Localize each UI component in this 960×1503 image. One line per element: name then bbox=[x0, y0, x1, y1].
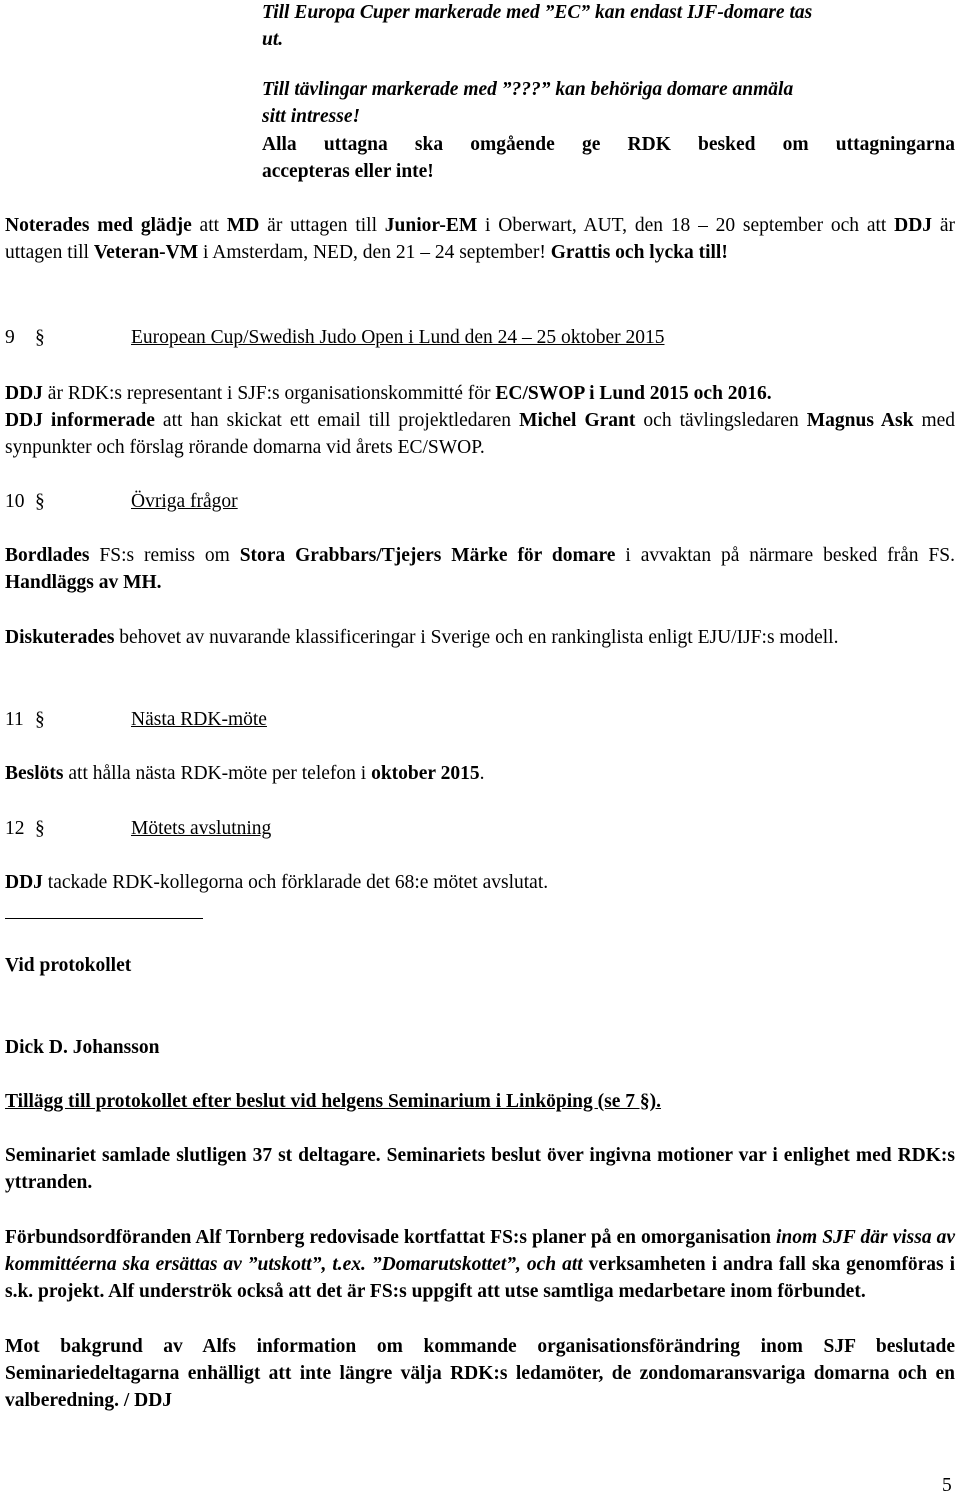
person-ddj: DDJ bbox=[894, 215, 933, 236]
beslots-bold: Beslöts bbox=[5, 763, 64, 784]
text-run: att han skickat ett email till projektledaren bbox=[154, 410, 520, 431]
signature-label bbox=[5, 952, 955, 979]
section-number: 12 bbox=[5, 818, 25, 839]
signature-name bbox=[5, 1034, 955, 1061]
bordlades-bold: Bordlades bbox=[5, 545, 90, 566]
text-run: i Oberwart, AUT, den 18 – 20 september och att bbox=[477, 215, 895, 236]
addendum-decision bbox=[5, 1333, 955, 1414]
intro-interest-line2: sitt intresse! bbox=[262, 106, 361, 127]
congratulations-paragraph bbox=[5, 212, 955, 266]
congrats-bold: Grattis och lycka till! bbox=[550, 242, 728, 263]
signature-name-text: Dick D. Johansson bbox=[5, 1037, 160, 1058]
section-number: 10 bbox=[5, 491, 25, 512]
intro-besked-note bbox=[262, 131, 955, 185]
text-run: i avvaktan på närmare besked från FS. bbox=[615, 545, 956, 566]
addendum-decision-text: Mot bakgrund av Alfs information om kommande organisationsförändring inom SJF beslutade Seminariedeltagarna enhälligt att inte längre välja RDK:s ledamöter, de zondomaransvariga domarna och en valberedning. / DDJ bbox=[5, 1336, 955, 1411]
text-run: att bbox=[191, 215, 227, 236]
section-symbol: § bbox=[35, 327, 45, 348]
section-title: Mötets avslutning bbox=[131, 818, 272, 839]
handled-by: Handläggs av MH. bbox=[5, 572, 162, 593]
section-10-heading bbox=[5, 488, 955, 515]
person-magnus-ask: Magnus Ask bbox=[806, 410, 914, 431]
text-run: Förbundsordföranden Alf Tornberg redovisade kortfattat FS:s planer på en omorganisation bbox=[5, 1227, 776, 1248]
addendum-heading bbox=[5, 1088, 955, 1115]
person-md: MD bbox=[226, 215, 260, 236]
addendum-seminar bbox=[5, 1142, 955, 1196]
italic-run: inom SJF där vissa av kommittéerna ska ersättas av ”utskott”, t.ex. ”Domarutskottet”, och att bbox=[5, 1227, 955, 1275]
intro-ec-line2: ut. bbox=[262, 29, 284, 50]
section-10-discussion bbox=[5, 624, 955, 651]
person-ddj: DDJ bbox=[5, 383, 43, 404]
signature-rule bbox=[5, 918, 203, 919]
text-run: tackade RDK-kollegorna och förklarade det 68:e mötet avslutat. bbox=[42, 872, 549, 893]
event-junior-em: Junior-EM bbox=[384, 215, 478, 236]
section-9-body bbox=[5, 380, 955, 461]
addendum-reorganisation bbox=[5, 1224, 955, 1305]
section-12-heading bbox=[5, 815, 955, 842]
signature-label-text: Vid protokollet bbox=[5, 955, 132, 976]
addendum-heading-text: Tillägg till protokollet efter beslut vid helgens Seminarium i Linköping (se 7 §). bbox=[5, 1091, 662, 1112]
diskuterades-bold: Diskuterades bbox=[5, 627, 115, 648]
text-run: är uttagen till bbox=[5, 215, 955, 263]
meeting-month: oktober 2015 bbox=[371, 763, 480, 784]
addendum-seminar-text: Seminariet samlade slutligen 37 st deltagare. Seminariets beslut över ingivna motioner var i enlighet med RDK:s yttranden. bbox=[5, 1145, 955, 1193]
text-run: är RDK:s representant i SJF:s organisationskommitté för bbox=[42, 383, 496, 404]
intro-ec-note bbox=[262, 0, 955, 53]
text-run: med synpunkter och förslag rörande domarna vid årets EC/SWOP. bbox=[5, 410, 956, 458]
text-run: FS:s remiss om bbox=[89, 545, 240, 566]
text-run: i Amsterdam, NED, den 21 – 24 september! bbox=[198, 242, 551, 263]
page-number: 5 bbox=[942, 1475, 952, 1496]
text-run: behovet av nuvarande klassificeringar i Sverige och en rankinglista enligt EJU/IJF:s modell. bbox=[114, 627, 839, 648]
section-symbol: § bbox=[35, 709, 45, 730]
ddj-informerade: DDJ informerade bbox=[5, 410, 155, 431]
text-run: att hålla nästa RDK-möte per telefon i bbox=[63, 763, 372, 784]
section-12-body bbox=[5, 869, 955, 896]
section-9-heading bbox=[5, 324, 955, 351]
text-run: är uttagen till bbox=[259, 215, 385, 236]
section-title: Nästa RDK-möte bbox=[131, 709, 267, 730]
section-11-body bbox=[5, 760, 955, 787]
section-symbol: § bbox=[35, 491, 45, 512]
section-title: Övriga frågor bbox=[131, 491, 238, 512]
section-symbol: § bbox=[35, 818, 45, 839]
section-number: 11 bbox=[5, 709, 24, 730]
section-number: 9 bbox=[5, 327, 15, 348]
section-title: European Cup/Swedish Judo Open i Lund den 24 – 25 oktober 2015 bbox=[131, 327, 665, 348]
section-10-remiss bbox=[5, 542, 955, 596]
section-11-heading bbox=[5, 706, 955, 733]
intro-besked-line2: accepteras eller inte! bbox=[262, 161, 434, 182]
event-veteran-vm: Veteran-VM bbox=[93, 242, 199, 263]
event-ec-swop: EC/SWOP i Lund 2015 och 2016. bbox=[495, 383, 772, 404]
noterades-bold: Noterades med glädje bbox=[5, 215, 192, 236]
intro-interest-note bbox=[262, 76, 955, 130]
intro-besked-line1: Alla uttagna ska omgående ge RDK besked om uttagningarna bbox=[262, 134, 955, 155]
intro-interest-line1: Till tävlingar markerade med ”???” kan behöriga domare anmäla bbox=[262, 79, 794, 100]
text-run: . bbox=[479, 763, 485, 784]
text-run: verksamheten i andra fall ska genomföras i s.k. projekt. Alf underströk också att det är FS:s uppgift att utse samtliga medarbetare inom förbundet. bbox=[5, 1254, 956, 1302]
person-ddj: DDJ bbox=[5, 872, 43, 893]
referral-title: Stora Grabbars/Tjejers Märke för domare bbox=[239, 545, 616, 566]
text-run: och tävlingsledaren bbox=[635, 410, 807, 431]
intro-ec-line1: Till Europa Cuper markerade med ”EC” kan endast IJF-domare tas bbox=[262, 2, 813, 23]
person-michel-grant: Michel Grant bbox=[519, 410, 636, 431]
